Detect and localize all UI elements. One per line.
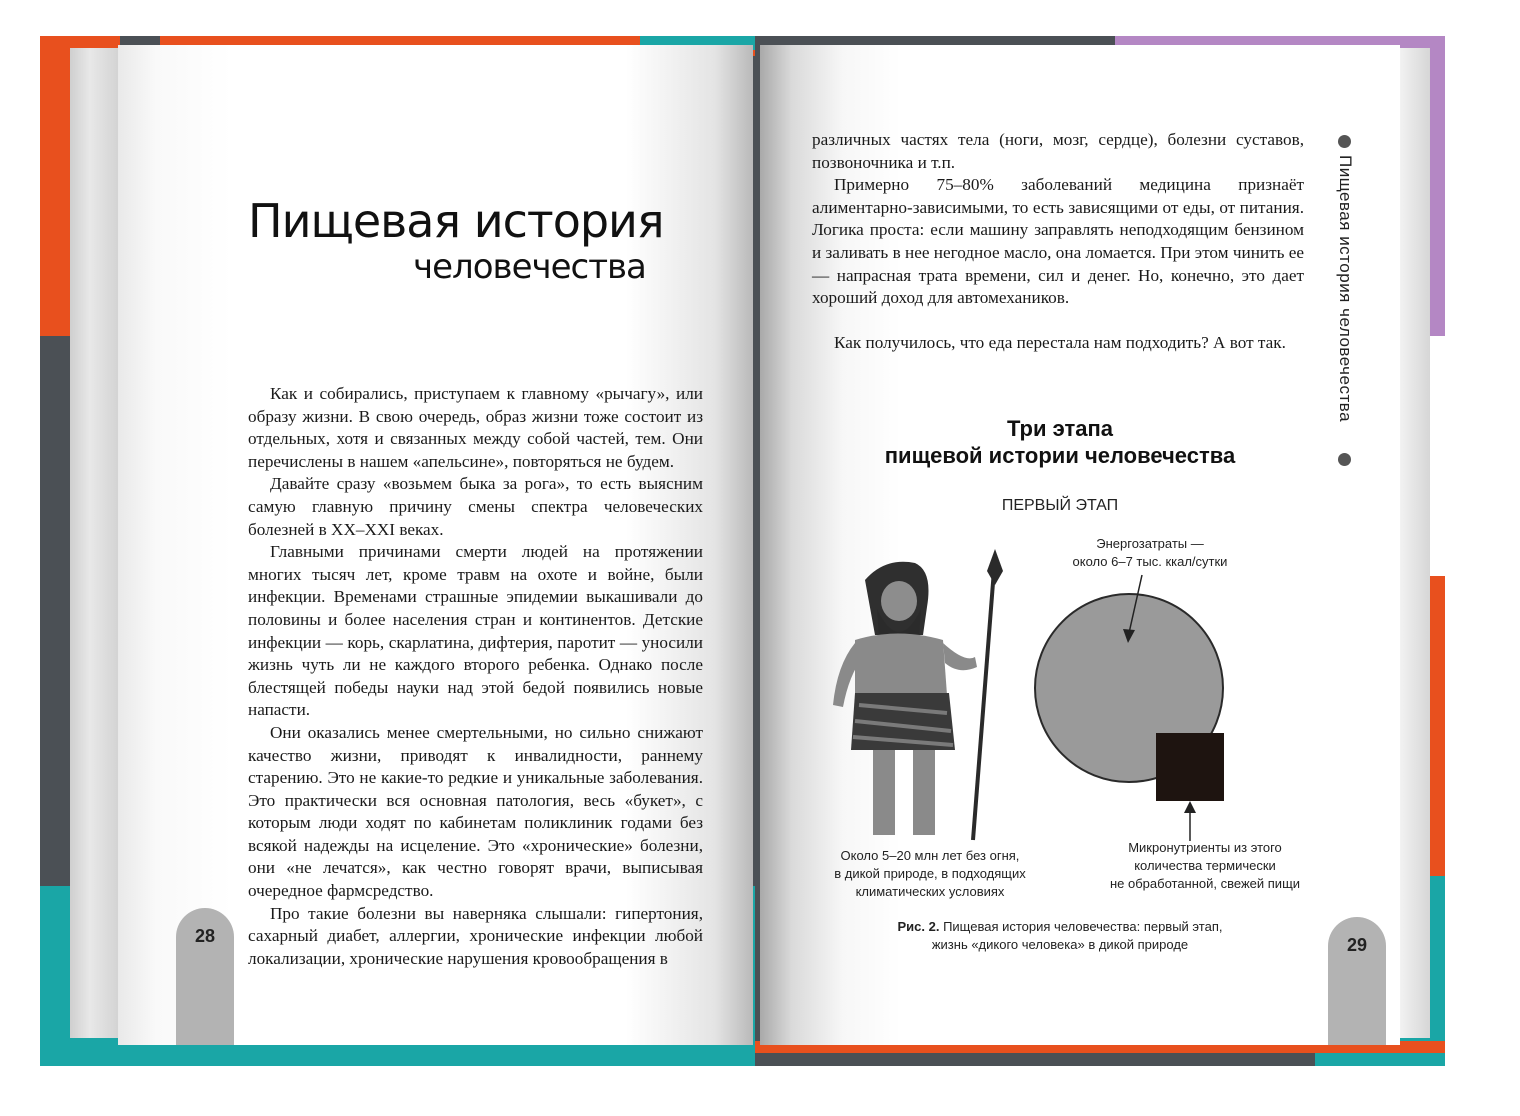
page-stack-left bbox=[70, 48, 120, 1038]
figure-caption-label: Рис. 2. bbox=[897, 919, 940, 934]
energy-label bbox=[1050, 535, 1250, 571]
caveman-caption bbox=[810, 847, 1050, 901]
caveman-leg-left bbox=[873, 750, 895, 835]
page-number-right: 29 bbox=[1328, 917, 1386, 1045]
running-header: Пищевая история человечества bbox=[1336, 155, 1355, 423]
chapter-title bbox=[248, 195, 668, 287]
paragraph: Они оказались менее смертельными, но сильно снижают качество жизни, приводят к инвалидности, раннему старению. Это не какие-то редкие и уникальные заболевания. Это практически вся основная патология, весь «букет», с которым люди ходят по кабинетам поликлиник годами без всякой надежды на исцеление. Это «хронические» болезни, они «не лечатся», как честно говорят врачи, выписывая очередное фармсредство. bbox=[248, 722, 703, 901]
paragraph: различных частях тела (ноги, мозг, сердце), болезни суставов, позвоночника и т.п. bbox=[812, 130, 1304, 172]
paragraph: Как и собирались, приступаем к главному «рычагу», или образу жизни. В свою очередь, образ жизни тоже состоит из отдельных, хотя и связанных между собой частей, тем. Они перечислены в нашем «апельсине», повторяться не будем. bbox=[248, 384, 703, 471]
caveman-torso bbox=[855, 634, 947, 696]
stage-label: ПЕРВЫЙ ЭТАП bbox=[1001, 497, 1119, 514]
left-page bbox=[118, 45, 753, 1045]
figure-heading bbox=[840, 415, 1280, 469]
paragraph: Главными причинами смерти людей на протяжении многих тысяч лет, кроме травм на охоте и войне, были инфекции. Временами страшные эпидемии выкашивали до половины и более населения стран и континентов. Детские инфекции — корь, скарлатина, дифтерия, паротит — уносили жизнь чуть ли не каждого второго ребенка. Однако после блестящей победы науки над этой бедой появились новые напасти. bbox=[248, 542, 703, 720]
paragraph: Давайте сразу «возьмем быка за рога», то есть выясним самую главную причину смены спектра человеческих болезней в XX–XXI веках. bbox=[248, 474, 703, 539]
left-body-text bbox=[248, 383, 703, 970]
header-dot-bottom bbox=[1338, 453, 1351, 466]
arrow-down-icon bbox=[1120, 573, 1150, 645]
caveman-arm-right bbox=[943, 643, 977, 670]
paragraph: Примерно 75–80% заболеваний медицина признаёт алиментарно-зависимыми, то есть зависящими от еды, от питания. Логика проста: если машину заправлять неподходящим бензином и заливать в нее негодное масло, она ломается. При этом чинить ее — напрасная трата времени, сил и денег. Но, конечно, это дает хороший доход для автомехаников. bbox=[812, 175, 1304, 308]
caveman-face bbox=[881, 581, 917, 621]
caveman-caption-line2: в дикой природе, в подходящих bbox=[834, 866, 1026, 881]
energy-label-line1: Энергозатраты — bbox=[1096, 536, 1204, 551]
figure-caption-text: Пищевая история человечества: первый этап, bbox=[939, 919, 1223, 934]
arrow-up-icon bbox=[1180, 801, 1200, 843]
paragraph: Про такие болезни вы наверняка слышали: гипертония, сахарный диабет, аллергии, хронические инфекции любой локализации, хронические нарушения кровообращения в bbox=[248, 903, 703, 968]
chapter-title-line2: человечества bbox=[413, 247, 646, 287]
micro-caption-line1: Микронутриенты из этого bbox=[1128, 840, 1282, 855]
energy-label-line2: около 6–7 тыс. ккал/сутки bbox=[1072, 554, 1228, 569]
page-stack-right bbox=[1400, 48, 1430, 1038]
right-page bbox=[760, 45, 1400, 1045]
micro-caption-line2: количества термически bbox=[1134, 858, 1276, 873]
caveman-caption-line3: климатических условиях bbox=[855, 884, 1005, 899]
caveman-illustration bbox=[815, 545, 1015, 845]
page-number-left: 28 bbox=[176, 908, 234, 1045]
spear-tip bbox=[987, 549, 1003, 585]
figure-heading-line1: Три этапа bbox=[1006, 416, 1114, 441]
chapter-title-line1: Пищевая история bbox=[248, 194, 664, 248]
right-body-text bbox=[812, 129, 1304, 354]
spear-icon bbox=[973, 557, 995, 840]
micronutrient-square bbox=[1156, 733, 1224, 801]
figure-heading-line2: пищевой истории человечества bbox=[884, 443, 1236, 468]
micronutrient-caption bbox=[1090, 839, 1320, 893]
micro-caption-line3: не обработанной, свежей пищи bbox=[1109, 876, 1301, 891]
caveman-caption-line1: Около 5–20 млн лет без огня, bbox=[840, 848, 1020, 863]
paragraph: Как получилось, что еда перестала нам подходить? А вот так. bbox=[834, 332, 1286, 352]
figure-caption bbox=[870, 918, 1250, 954]
caveman-leg-right bbox=[913, 750, 935, 835]
figure-caption-line2: жизнь «дикого человека» в дикой природе bbox=[931, 937, 1189, 952]
figure-caption-line1 bbox=[870, 918, 1250, 936]
header-dot-top bbox=[1338, 135, 1351, 148]
